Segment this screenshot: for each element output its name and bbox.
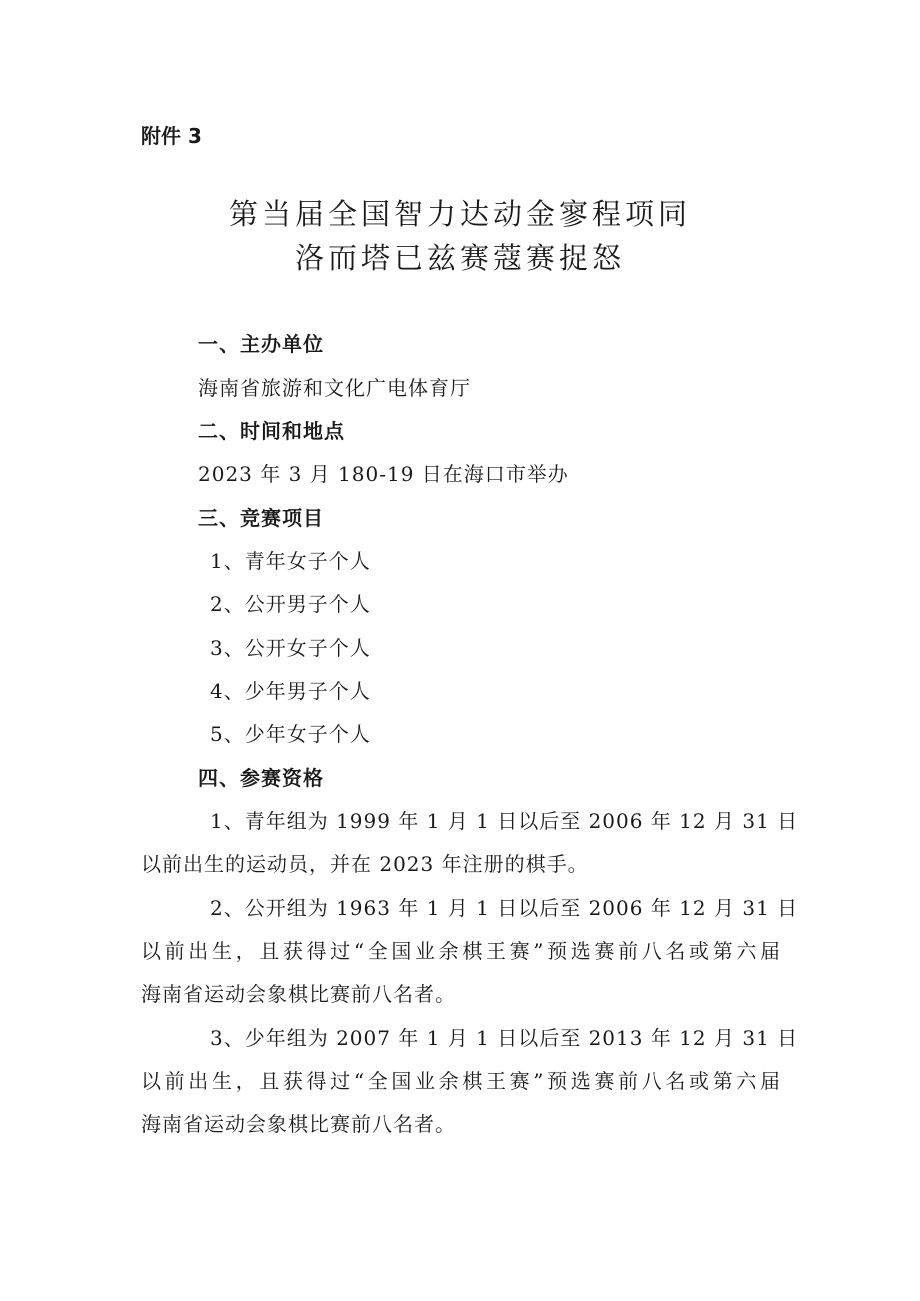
eligibility-p2-line3: 海南省运动会象棋比赛前八名者。 <box>141 982 456 1006</box>
event-item: 5、少年女子个人 <box>210 722 371 746</box>
organizer-text: 海南省旅游和文化广电体育厅 <box>198 376 471 400</box>
event-item: 3、公开女子个人 <box>210 636 371 660</box>
event-item: 2、公开男子个人 <box>210 592 371 616</box>
eligibility-p3-line3: 海南省运动会象棋比赛前八名者。 <box>141 1112 456 1136</box>
eligibility-p1-line1: 1、青年组为 1999 年 1 月 1 日以后至 2006 年 12 月 31 日 <box>210 809 799 833</box>
event-item: 1、青年女子个人 <box>210 549 371 573</box>
document-title-line-2: 洛而塔已兹赛蔻赛捉怒 <box>294 241 625 275</box>
heading-events: 三、竞赛项目 <box>198 506 324 530</box>
eligibility-p3-line1: 3、少年组为 2007 年 1 月 1 日以后至 2013 年 12 月 31 日 <box>210 1026 799 1050</box>
heading-time-place: 二、时间和地点 <box>198 419 345 443</box>
heading-eligibility: 四、参赛资格 <box>198 766 324 790</box>
eligibility-p3-line2: 以前出生，且获得过“全国业余棋王赛”预选赛前八名或第六届 <box>141 1069 781 1093</box>
heading-organizer: 一、主办单位 <box>198 332 324 356</box>
eligibility-p2-line2: 以前出生，且获得过“全国业余棋王赛”预选赛前八名或第六届 <box>141 939 781 963</box>
time-place-text: 2023 年 3 月 180-19 日在海口市举办 <box>198 462 569 486</box>
attachment-label: 附件 3 <box>141 124 202 148</box>
eligibility-p2-line1: 2、公开组为 1963 年 1 月 1 日以后至 2006 年 12 月 31 日 <box>210 896 799 920</box>
event-item: 4、少年男子个人 <box>210 679 371 703</box>
eligibility-p1-line2: 以前出生的运动员，并在 2023 年注册的棋手。 <box>141 852 589 876</box>
document-title-line-1: 第当届全国智力达动金寥程项同 <box>228 197 691 231</box>
